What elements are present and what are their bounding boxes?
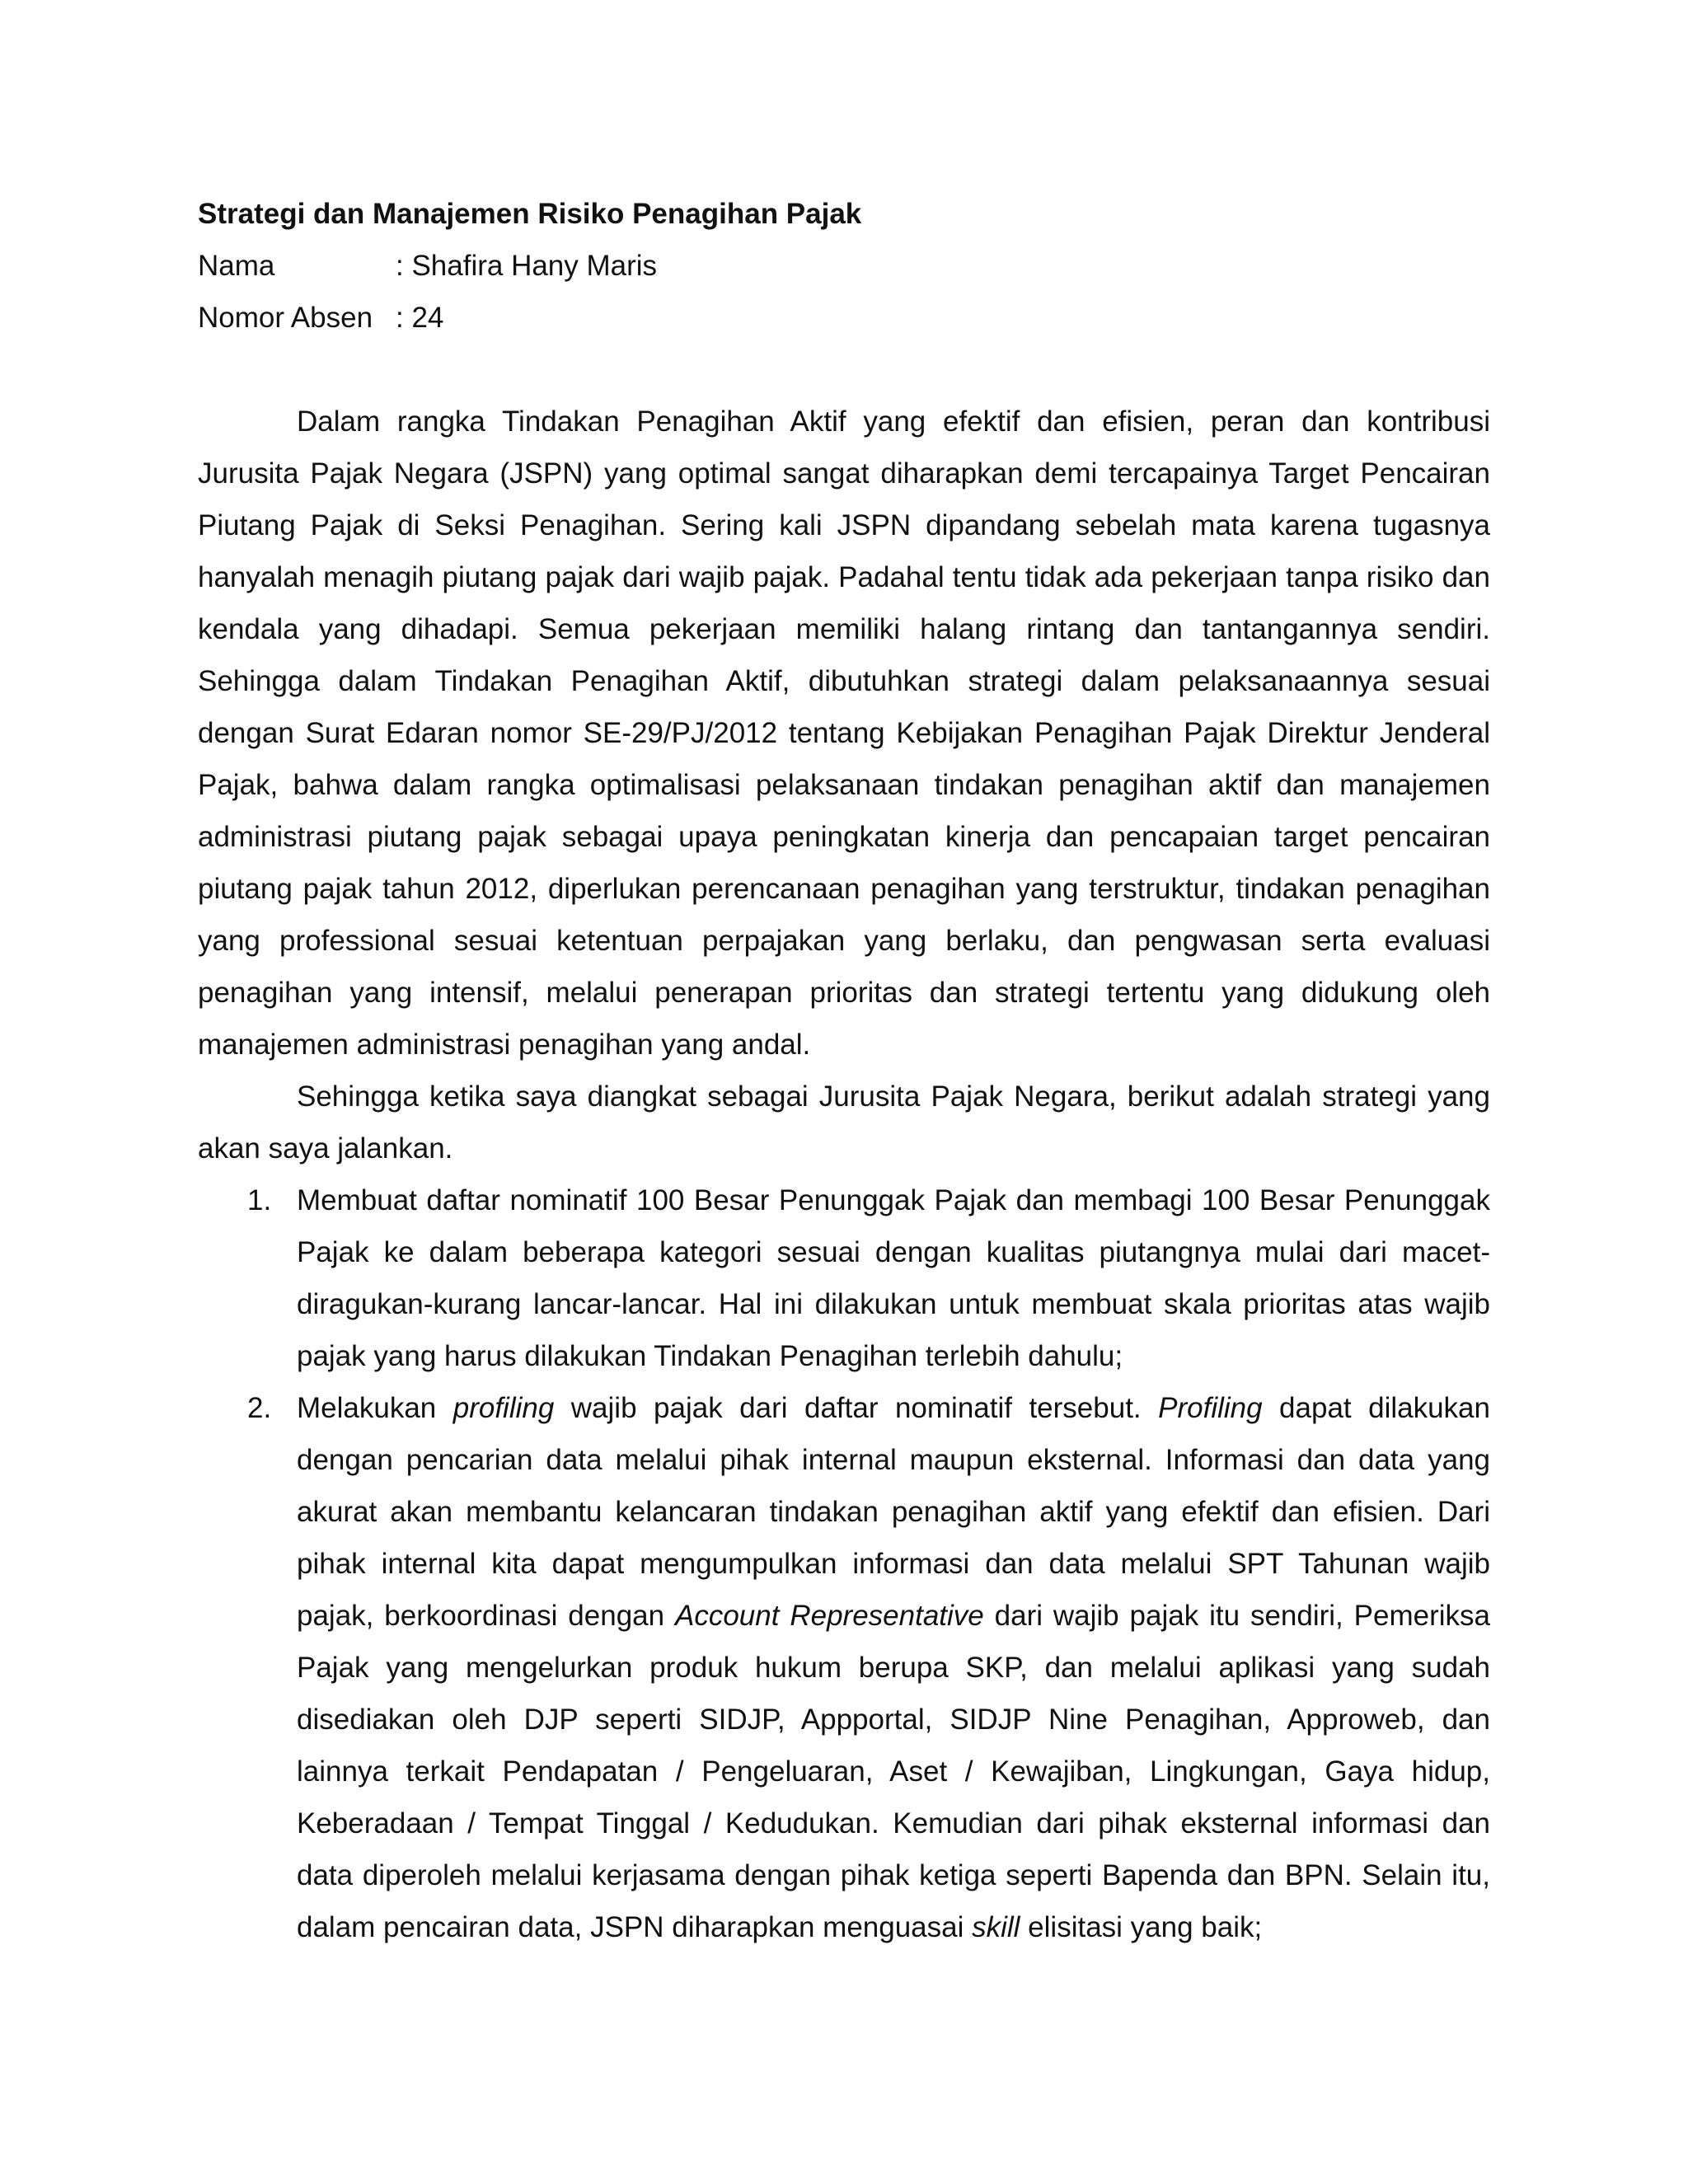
meta-label-name: Nama [198, 250, 275, 282]
italic-term: profiling [452, 1392, 555, 1424]
strategy-list [198, 1174, 1490, 1953]
italic-term: skill [972, 1911, 1020, 1943]
meta-row-name [198, 240, 1490, 292]
document-title: Strategi dan Manajemen Risiko Penagihan Pajak [198, 198, 862, 230]
italic-term: Profiling [1158, 1392, 1263, 1424]
text-run: Melakukan [297, 1392, 453, 1424]
list-item [198, 1174, 1490, 1382]
list-item-text: Membuat daftar nominatif 100 Besar Penunggak Pajak dan membagi 100 Besar Penunggak Pajak ke dalam beberapa kategori sesuai dengan kualitas piutangnya mulai dari macet-diragukan-kurang lancar-lancar. Hal ini dilakukan untuk membuat skala prioritas atas wajib pajak yang harus dilakukan Tindakan Penagihan terlebih dahulu; [297, 1184, 1490, 1372]
blank-line [198, 344, 1490, 396]
paragraph-intro: Dalam rangka Tindakan Penagihan Aktif yang efektif dan efisien, peran dan kontribusi Jurusita Pajak Negara (JSPN) yang optimal sangat diharapkan demi tercapainya Target Pencairan Piutang Pajak di Seksi Penagihan. Sering kali JSPN dipandang sebelah mata karena tugasnya hanyalah menagih piutang pajak dari wajib pajak. Padahal tentu tidak ada pekerjaan tanpa risiko dan kendala yang dihadapi. Semua pekerjaan memiliki halang rintang dan tantangannya sendiri. Sehingga dalam Tindakan Penagihan Aktif, dibutuhkan strategi dalam pelaksanaannya sesuai dengan Surat Edaran nomor SE-29/PJ/2012 tentang Kebijakan Penagihan Pajak Direktur Jenderal Pajak, bahwa dalam rangka optimalisasi pelaksanaan tindakan penagihan aktif dan manajemen administrasi piutang pajak sebagai upaya peningkatan kinerja dan pencapaian target pencairan piutang pajak tahun 2012, diperlukan perencanaan penagihan yang terstruktur, tindakan penagihan yang professional sesuai ketentuan perpajakan yang berlaku, dan pengwasan serta evaluasi penagihan yang intensif, melalui penerapan prioritas dan strategi tertentu yang didukung oleh manajemen administrasi penagihan yang andal. [198, 405, 1490, 1061]
meta-row-absen [198, 292, 1490, 344]
list-item-text [297, 1392, 1490, 1943]
document-page [198, 188, 1490, 1953]
meta-value-absen: : 24 [396, 302, 444, 334]
list-item-number: 2. [247, 1392, 272, 1424]
text-run: wajib pajak dari daftar nominatif tersebut. [554, 1392, 1159, 1424]
italic-term: Account Representative [674, 1600, 984, 1632]
text-run: dapat dilakukan dengan pencarian data melalui pihak internal maupun eksternal. Informasi dan data yang akurat akan membantu kelancaran tindakan penagihan aktif yang efektif dan efisien. Dari pihak internal kita dapat mengumpulkan informasi dan data melalui SPT Tahunan wajib pajak, berkoordinasi dengan [297, 1392, 1490, 1632]
paragraph-strategy-lead: Sehingga ketika saya diangkat sebagai Jurusita Pajak Negara, berikut adalah strategi yang akan saya jalankan. [198, 1080, 1490, 1165]
list-item-number: 1. [247, 1184, 272, 1216]
meta-label-absen: Nomor Absen [198, 302, 373, 334]
meta-value-name: : Shafira Hany Maris [396, 250, 658, 282]
list-item [198, 1382, 1490, 1953]
text-run: dari wajib pajak itu sendiri, Pemeriksa Pajak yang mengelurkan produk hukum berupa SKP, dan melalui aplikasi yang sudah disediakan oleh DJP seperti SIDJP, Appportal, SIDJP Nine Penagihan, Approweb, dan lainnya terkait Pendapatan / Pengeluaran, Aset / Kewajiban, Lingkungan, Gaya hidup, Keberadaan / Tempat Tinggal / Kedudukan. Kemudian dari pihak eksternal informasi dan data diperoleh melalui kerjasama dengan pihak ketiga seperti Bapenda dan BPN. Selain itu, dalam pencairan data, JSPN diharapkan menguasai [297, 1600, 1490, 1943]
text-run: elisitasi yang baik; [1020, 1911, 1263, 1943]
